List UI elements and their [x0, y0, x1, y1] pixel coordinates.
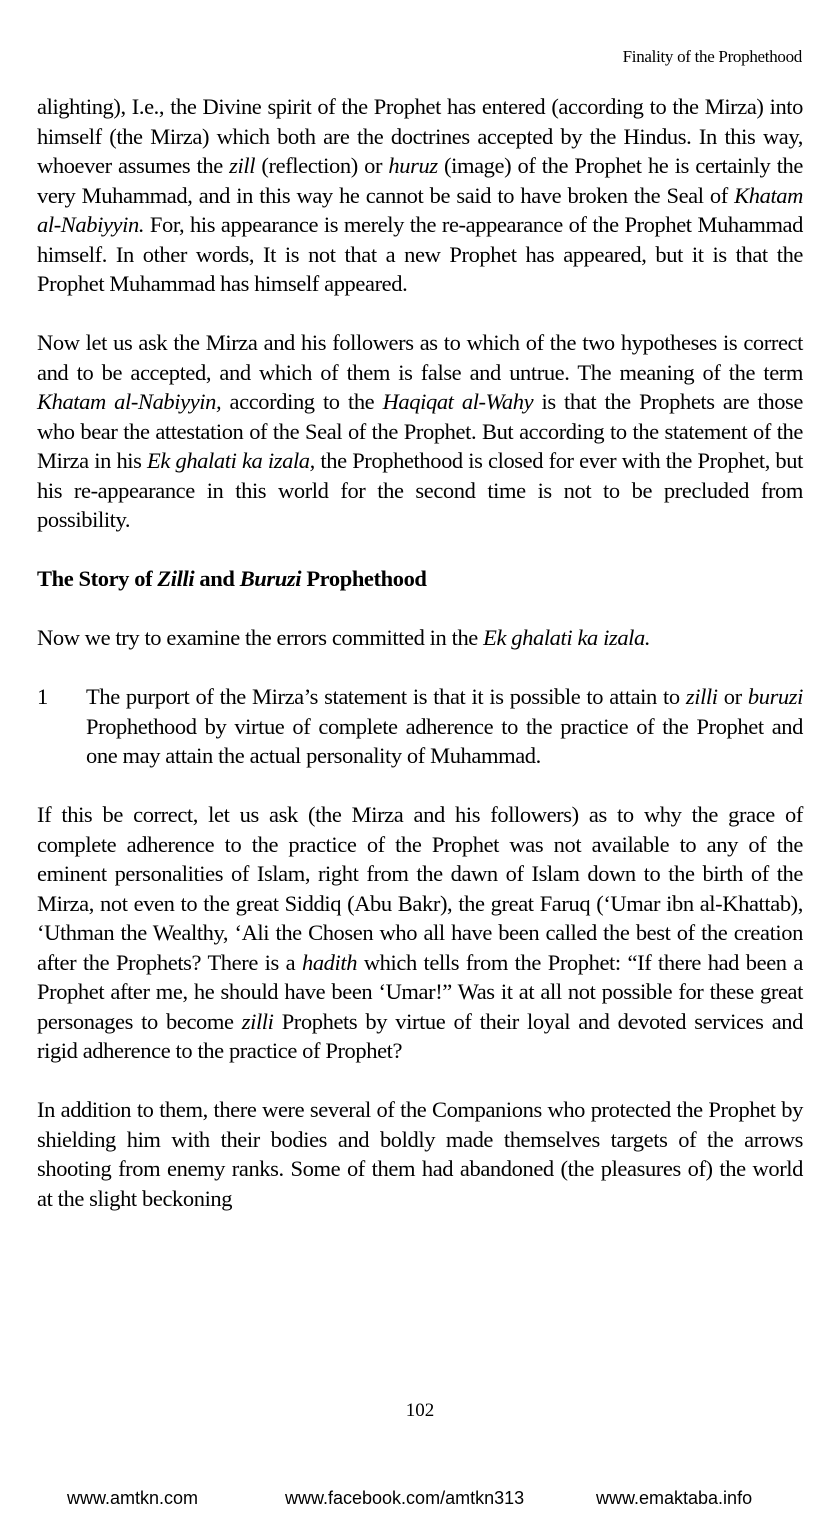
text-run: Prophets by virtue of their loyal and devoted services and rigid adherence to the practice of Prophet? — [37, 1008, 803, 1063]
page-number: 102 — [405, 1400, 435, 1421]
italic-text: Khatam al-Nabiyyin. — [37, 182, 803, 237]
italic-text: zilli — [241, 1008, 274, 1034]
italic-text: buruzi — [747, 684, 803, 709]
italic-text: zilli — [685, 684, 718, 709]
text-run: Now we try to examine the errors committed in the — [37, 625, 484, 650]
italic-text: Ek ghalati ka izala, — [147, 448, 315, 473]
text-run: If this be correct, let us ask (the Mirza and his followers) as to why the grace of complete adherence to the practice of the Prophet was not available to any of the eminent personalities of Islam, right from the dawn of Islam down to the birth of the Mirza, not even to the great Siddiq (Abu Bakr), the great Faruq (‘Umar ibn al-Khattab), ‘Uthman the Wealthy, ‘Ali the Chosen who all have been called the best of the creation after the Prophets? There is a — [37, 802, 803, 975]
text-run: according to the — [221, 389, 383, 414]
text-run: Prophethood — [301, 566, 427, 591]
italic-text: hadith — [301, 949, 358, 975]
footer-link-amtkn[interactable]: www.amtkn.com — [67, 1488, 199, 1508]
paragraph-3 — [37, 623, 803, 653]
text-run: is that the Prophets are those who bear the attestation of the Seal of the Prophet. But according to the statement of the Mirza in his — [37, 389, 804, 473]
text-run: (image) of the Prophet he is certainly the very Muhammad, and in this way he cannot be said to have broken the Seal of — [37, 153, 803, 208]
paragraph-2 — [37, 328, 803, 535]
section-heading — [37, 564, 803, 594]
text-run: The purport of the Mirza’s statement is that it is possible to attain to — [86, 684, 686, 709]
italic-text: Khatam al-Nabiyyin, — [37, 389, 222, 414]
text-run: In addition to them, there were several of the Companions who protected the Prophet by shielding him with their bodies and boldly made themselves targets of the arrows shooting from enemy ranks. Some of them had abandoned (the pleasures of) the world at the slight beckoning — [37, 1097, 803, 1211]
italic-text: Buruzi — [239, 566, 302, 591]
text-run: (reflection) or — [255, 153, 389, 178]
paragraph-5 — [37, 1095, 803, 1213]
body-text — [37, 92, 803, 1213]
italic-text: Zilli — [157, 566, 195, 591]
paragraph-4 — [37, 800, 803, 1066]
text-run: Now let us ask the Mirza and his followers as to which of the two hypotheses is correct and to be accepted, and which of them is false and untrue. The meaning of the term — [37, 330, 803, 385]
list-item — [37, 682, 803, 771]
list-number: 1 — [37, 684, 48, 709]
running-head: Finality of the Prophethood — [622, 47, 802, 66]
text-run: For, his appearance is merely the re-appearance of the Prophet Muhammad himself. In other words, It is not that a new Prophet has appeared, but it is that the Prophet Muhammad has himself appeared. — [37, 212, 803, 296]
italic-text: huruz — [388, 153, 438, 178]
list-item-text — [86, 682, 803, 771]
text-run: alighting), I.e., the Divine spirit of the Prophet has entered (according to the Mirza) into himself (the Mirza) which both are the doctrines accepted by the Hindus. In this way, whoever assumes the — [37, 94, 803, 178]
text-run: or — [717, 684, 748, 709]
text-run: which tells from the Prophet: “If there had been a Prophet after me, he should have been ‘Umar!” Was it at all not possible for these great personages to become — [37, 949, 803, 1034]
italic-text: Haqiqat al-Wahy — [382, 389, 534, 414]
text-run: The Story of — [37, 566, 158, 591]
text-run: Prophethood by virtue of complete adherence to the practice of the Prophet and one may attain the actual personality of Muhammad. — [86, 713, 803, 768]
text-run: the Prophethood is closed for ever with the Prophet, but his re-appearance in this world for the second time is not to be precluded from possibility. — [37, 448, 803, 532]
paragraph-1 — [37, 92, 803, 299]
italic-text: zill — [229, 153, 256, 178]
footer-link-emaktaba[interactable]: www.emaktaba.info — [596, 1488, 753, 1508]
footer — [0, 1488, 840, 1518]
italic-text: Ek ghalati ka izala. — [483, 625, 651, 650]
footer-link-facebook[interactable]: www.facebook.com/amtkn313 — [285, 1488, 525, 1508]
text-run: and — [194, 566, 240, 591]
